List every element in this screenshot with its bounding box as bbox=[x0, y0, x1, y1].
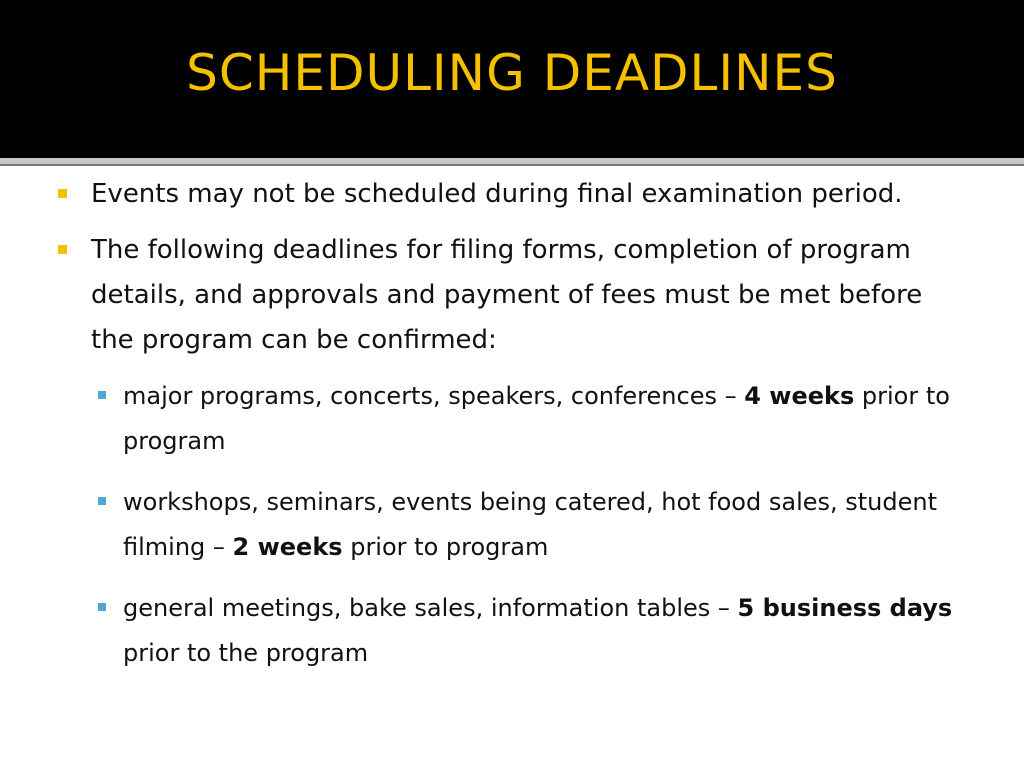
slide-title: SCHEDULING DEADLINES bbox=[186, 44, 838, 102]
bullet-item bbox=[91, 228, 971, 363]
deadline-emphasis: 2 weeks bbox=[232, 533, 343, 561]
square-bullet-icon bbox=[58, 245, 67, 254]
bullet-item bbox=[91, 172, 971, 217]
bullet-text: Events may not be scheduled during final examination period. bbox=[91, 179, 903, 209]
square-sub-bullet-icon bbox=[98, 603, 106, 611]
deadline-emphasis: 5 business days bbox=[737, 594, 953, 622]
square-sub-bullet-icon bbox=[98, 497, 106, 505]
sub-bullet-item bbox=[123, 480, 963, 570]
square-bullet-icon bbox=[58, 189, 67, 198]
title-bar bbox=[0, 0, 1024, 158]
sub-bullet-suffix: prior to program bbox=[123, 382, 950, 455]
sub-bullet-suffix: prior to the program bbox=[123, 639, 369, 667]
sub-bullet-text: general meetings, bake sales, information tables – bbox=[123, 594, 738, 622]
sub-bullet-item bbox=[123, 374, 963, 464]
slide-body bbox=[0, 172, 1024, 692]
sub-bullet-text: workshops, seminars, events being catered, hot food sales, student filming – bbox=[123, 488, 938, 561]
deadline-emphasis: 4 weeks bbox=[744, 382, 855, 410]
sub-bullet-text: major programs, concerts, speakers, conferences – bbox=[123, 382, 745, 410]
title-divider-shadow bbox=[0, 164, 1024, 166]
square-sub-bullet-icon bbox=[98, 391, 106, 399]
sub-bullet-suffix: prior to program bbox=[342, 533, 549, 561]
sub-bullet-item bbox=[123, 586, 963, 676]
bullet-text: The following deadlines for filing forms, completion of program details, and approvals and payment of fees must be met before the program can be confirmed: bbox=[91, 235, 923, 355]
